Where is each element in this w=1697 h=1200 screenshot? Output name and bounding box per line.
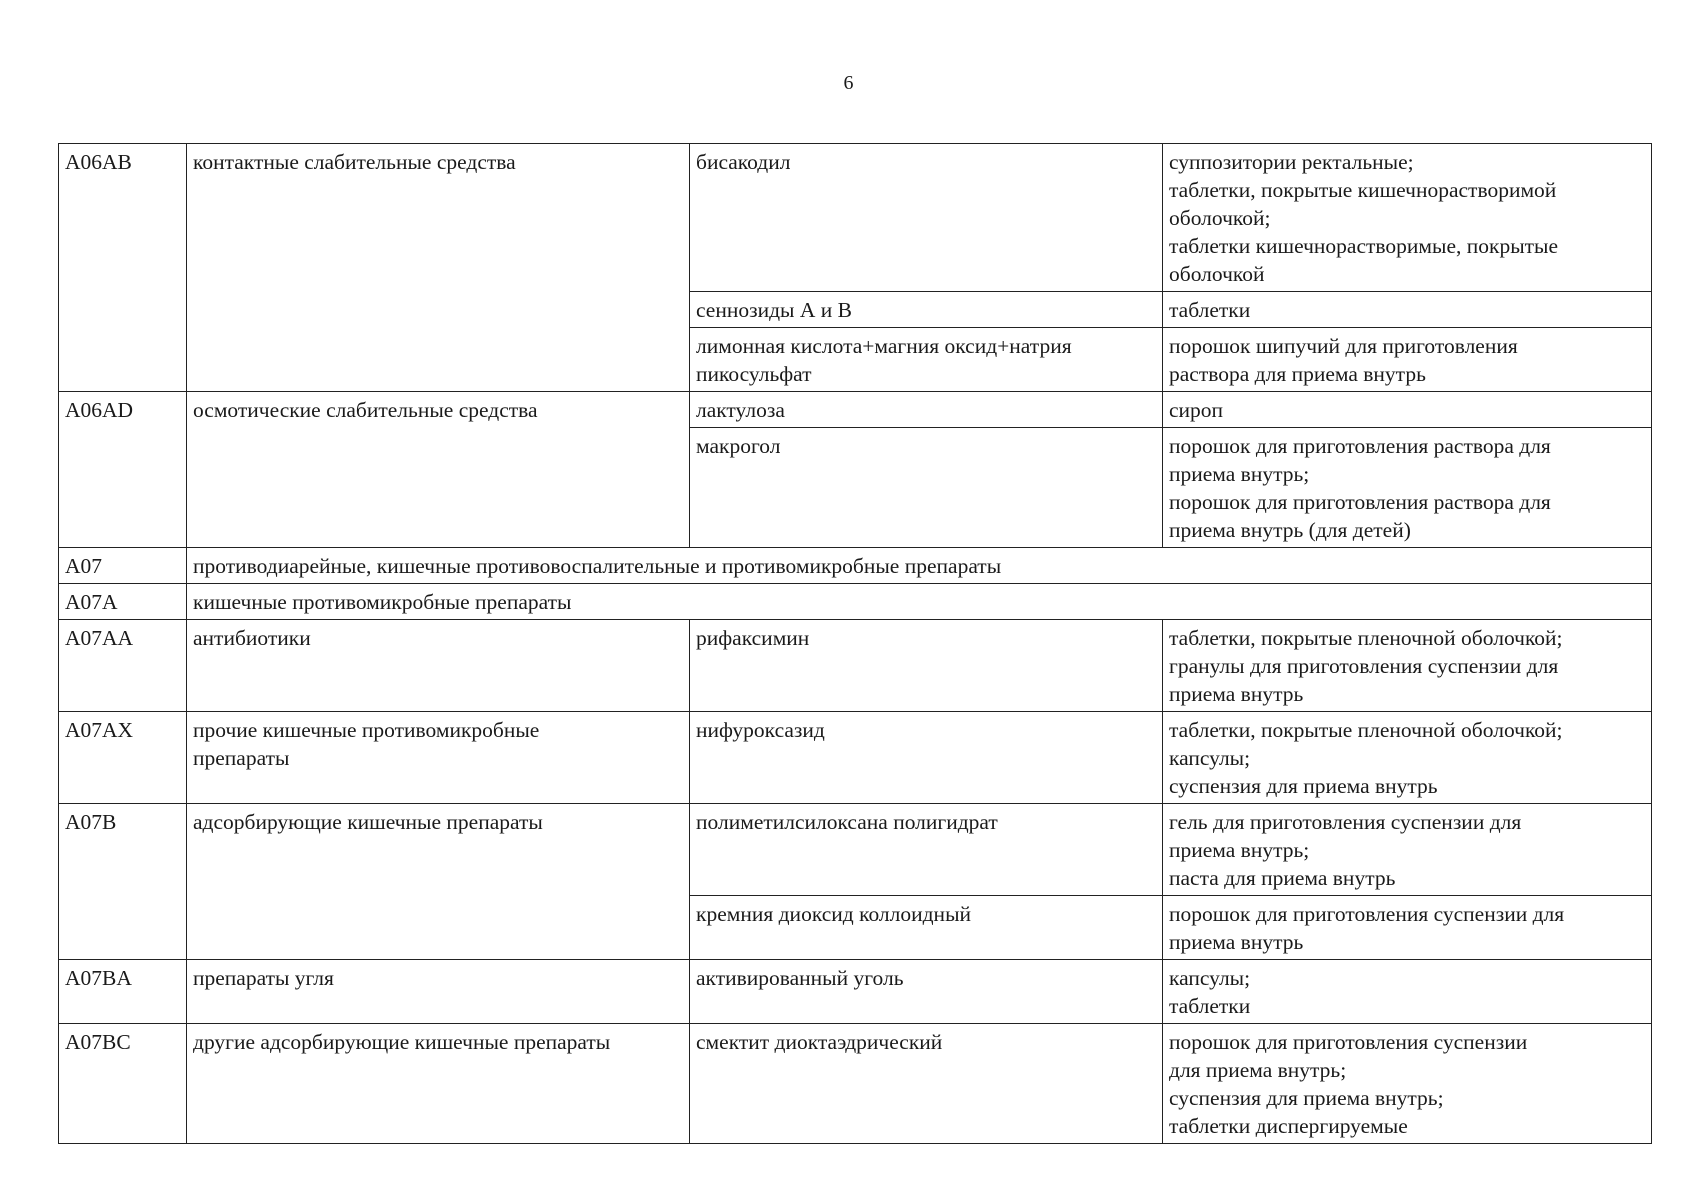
substance-cell: рифаксимин [690,620,1163,712]
dosage-form-line: порошок для приготовления суспензии [1169,1030,1528,1054]
dosage-form-line: таблетки кишечнорастворимые, покрытые [1169,234,1559,258]
substance-cell: смектит диоктаэдрический [690,1024,1163,1144]
group-name-cell: осмотические слабительные средства [187,392,690,548]
substance-cell: сеннозиды А и В [690,292,1163,328]
dosage-form-cell [1163,292,1652,328]
dosage-form-line: капсулы; [1169,966,1251,990]
dosage-form-line: паста для приема внутрь [1169,866,1396,890]
substance-line: лимонная кислота+магния оксид+натрия [696,334,1072,358]
dosage-form-line: таблетки [1169,994,1251,1018]
dosage-form-line: приема внутрь; [1169,462,1310,486]
group-name-cell: адсорбирующие кишечные препараты [187,804,690,960]
atc-code-cell: A06AB [59,144,187,392]
dosage-form-line: приема внутрь [1169,682,1304,706]
group-name-cell: контактные слабительные средства [187,144,690,392]
substance-cell: макрогол [690,428,1163,548]
dosage-form-cell [1163,712,1652,804]
atc-code-cell: A07A [59,584,187,620]
dosage-form-cell [1163,392,1652,428]
dosage-form-line: оболочкой [1169,262,1265,286]
atc-code-cell: A07BC [59,1024,187,1144]
dosage-form-cell [1163,896,1652,960]
atc-code-cell: A07 [59,548,187,584]
dosage-form-line: приема внутрь [1169,930,1304,954]
table-row [59,548,1652,584]
substance-cell [690,328,1163,392]
dosage-form-line: приема внутрь (для детей) [1169,518,1411,542]
table-row [59,712,1652,804]
table-row [59,620,1652,712]
table-row [59,960,1652,1024]
substance-cell: нифуроксазид [690,712,1163,804]
group-name-cell: антибиотики [187,620,690,712]
dosage-form-line: суспензия для приема внутрь; [1169,1086,1444,1110]
group-name-line: прочие кишечные противомикробные [193,718,540,742]
dosage-form-line: таблетки [1169,298,1251,322]
dosage-form-line: суппозитории ректальные; [1169,150,1414,174]
dosage-form-cell [1163,960,1652,1024]
dosage-form-line: гель для приготовления суспензии для [1169,810,1522,834]
dosage-form-line: суспензия для приема внутрь [1169,774,1438,798]
dosage-form-line: таблетки, покрытые пленочной оболочкой; [1169,718,1563,742]
substance-line: пикосульфат [696,362,812,386]
dosage-form-line: сироп [1169,398,1224,422]
dosage-form-cell [1163,804,1652,896]
substance-cell: бисакодил [690,144,1163,292]
atc-code-cell: A07BA [59,960,187,1024]
group-name-cell: препараты угля [187,960,690,1024]
table-row [59,584,1652,620]
dosage-form-line: таблетки, покрытые кишечнорастворимой [1169,178,1557,202]
group-name-cell: противодиарейные, кишечные противовоспалительные и противомикробные препараты [187,548,1652,584]
atc-code-cell: A07B [59,804,187,960]
dosage-form-line: для приема внутрь; [1169,1058,1347,1082]
atc-code-cell: A07AA [59,620,187,712]
atc-code-cell: A07AX [59,712,187,804]
dosage-form-cell [1163,428,1652,548]
dosage-form-line: оболочкой; [1169,206,1271,230]
substance-cell: кремния диоксид коллоидный [690,896,1163,960]
dosage-form-line: таблетки диспергируемые [1169,1114,1408,1138]
dosage-form-cell [1163,328,1652,392]
group-name-cell: другие адсорбирующие кишечные препараты [187,1024,690,1144]
substance-cell: активированный уголь [690,960,1163,1024]
atc-drug-table [58,143,1652,1144]
table-row [59,804,1652,896]
group-name-cell [187,712,690,804]
substance-cell: лактулоза [690,392,1163,428]
dosage-form-line: капсулы; [1169,746,1251,770]
dosage-form-cell [1163,144,1652,292]
substance-cell: полиметилсилоксана полигидрат [690,804,1163,896]
table-row [59,1024,1652,1144]
dosage-form-line: порошок для приготовления суспензии для [1169,902,1565,926]
dosage-form-line: приема внутрь; [1169,838,1310,862]
group-name-cell: кишечные противомикробные препараты [187,584,1652,620]
table-row [59,144,1652,292]
dosage-form-cell [1163,620,1652,712]
dosage-form-line: раствора для приема внутрь [1169,362,1426,386]
dosage-form-line: таблетки, покрытые пленочной оболочкой; [1169,626,1563,650]
dosage-form-cell [1163,1024,1652,1144]
dosage-form-line: порошок для приготовления раствора для [1169,490,1551,514]
page-number: 6 [843,72,854,94]
atc-code-cell: A06AD [59,392,187,548]
dosage-form-line: порошок для приготовления раствора для [1169,434,1551,458]
table-row [59,392,1652,428]
group-name-line: препараты [193,746,290,770]
dosage-form-line: порошок шипучий для приготовления [1169,334,1518,358]
dosage-form-line: гранулы для приготовления суспензии для [1169,654,1559,678]
